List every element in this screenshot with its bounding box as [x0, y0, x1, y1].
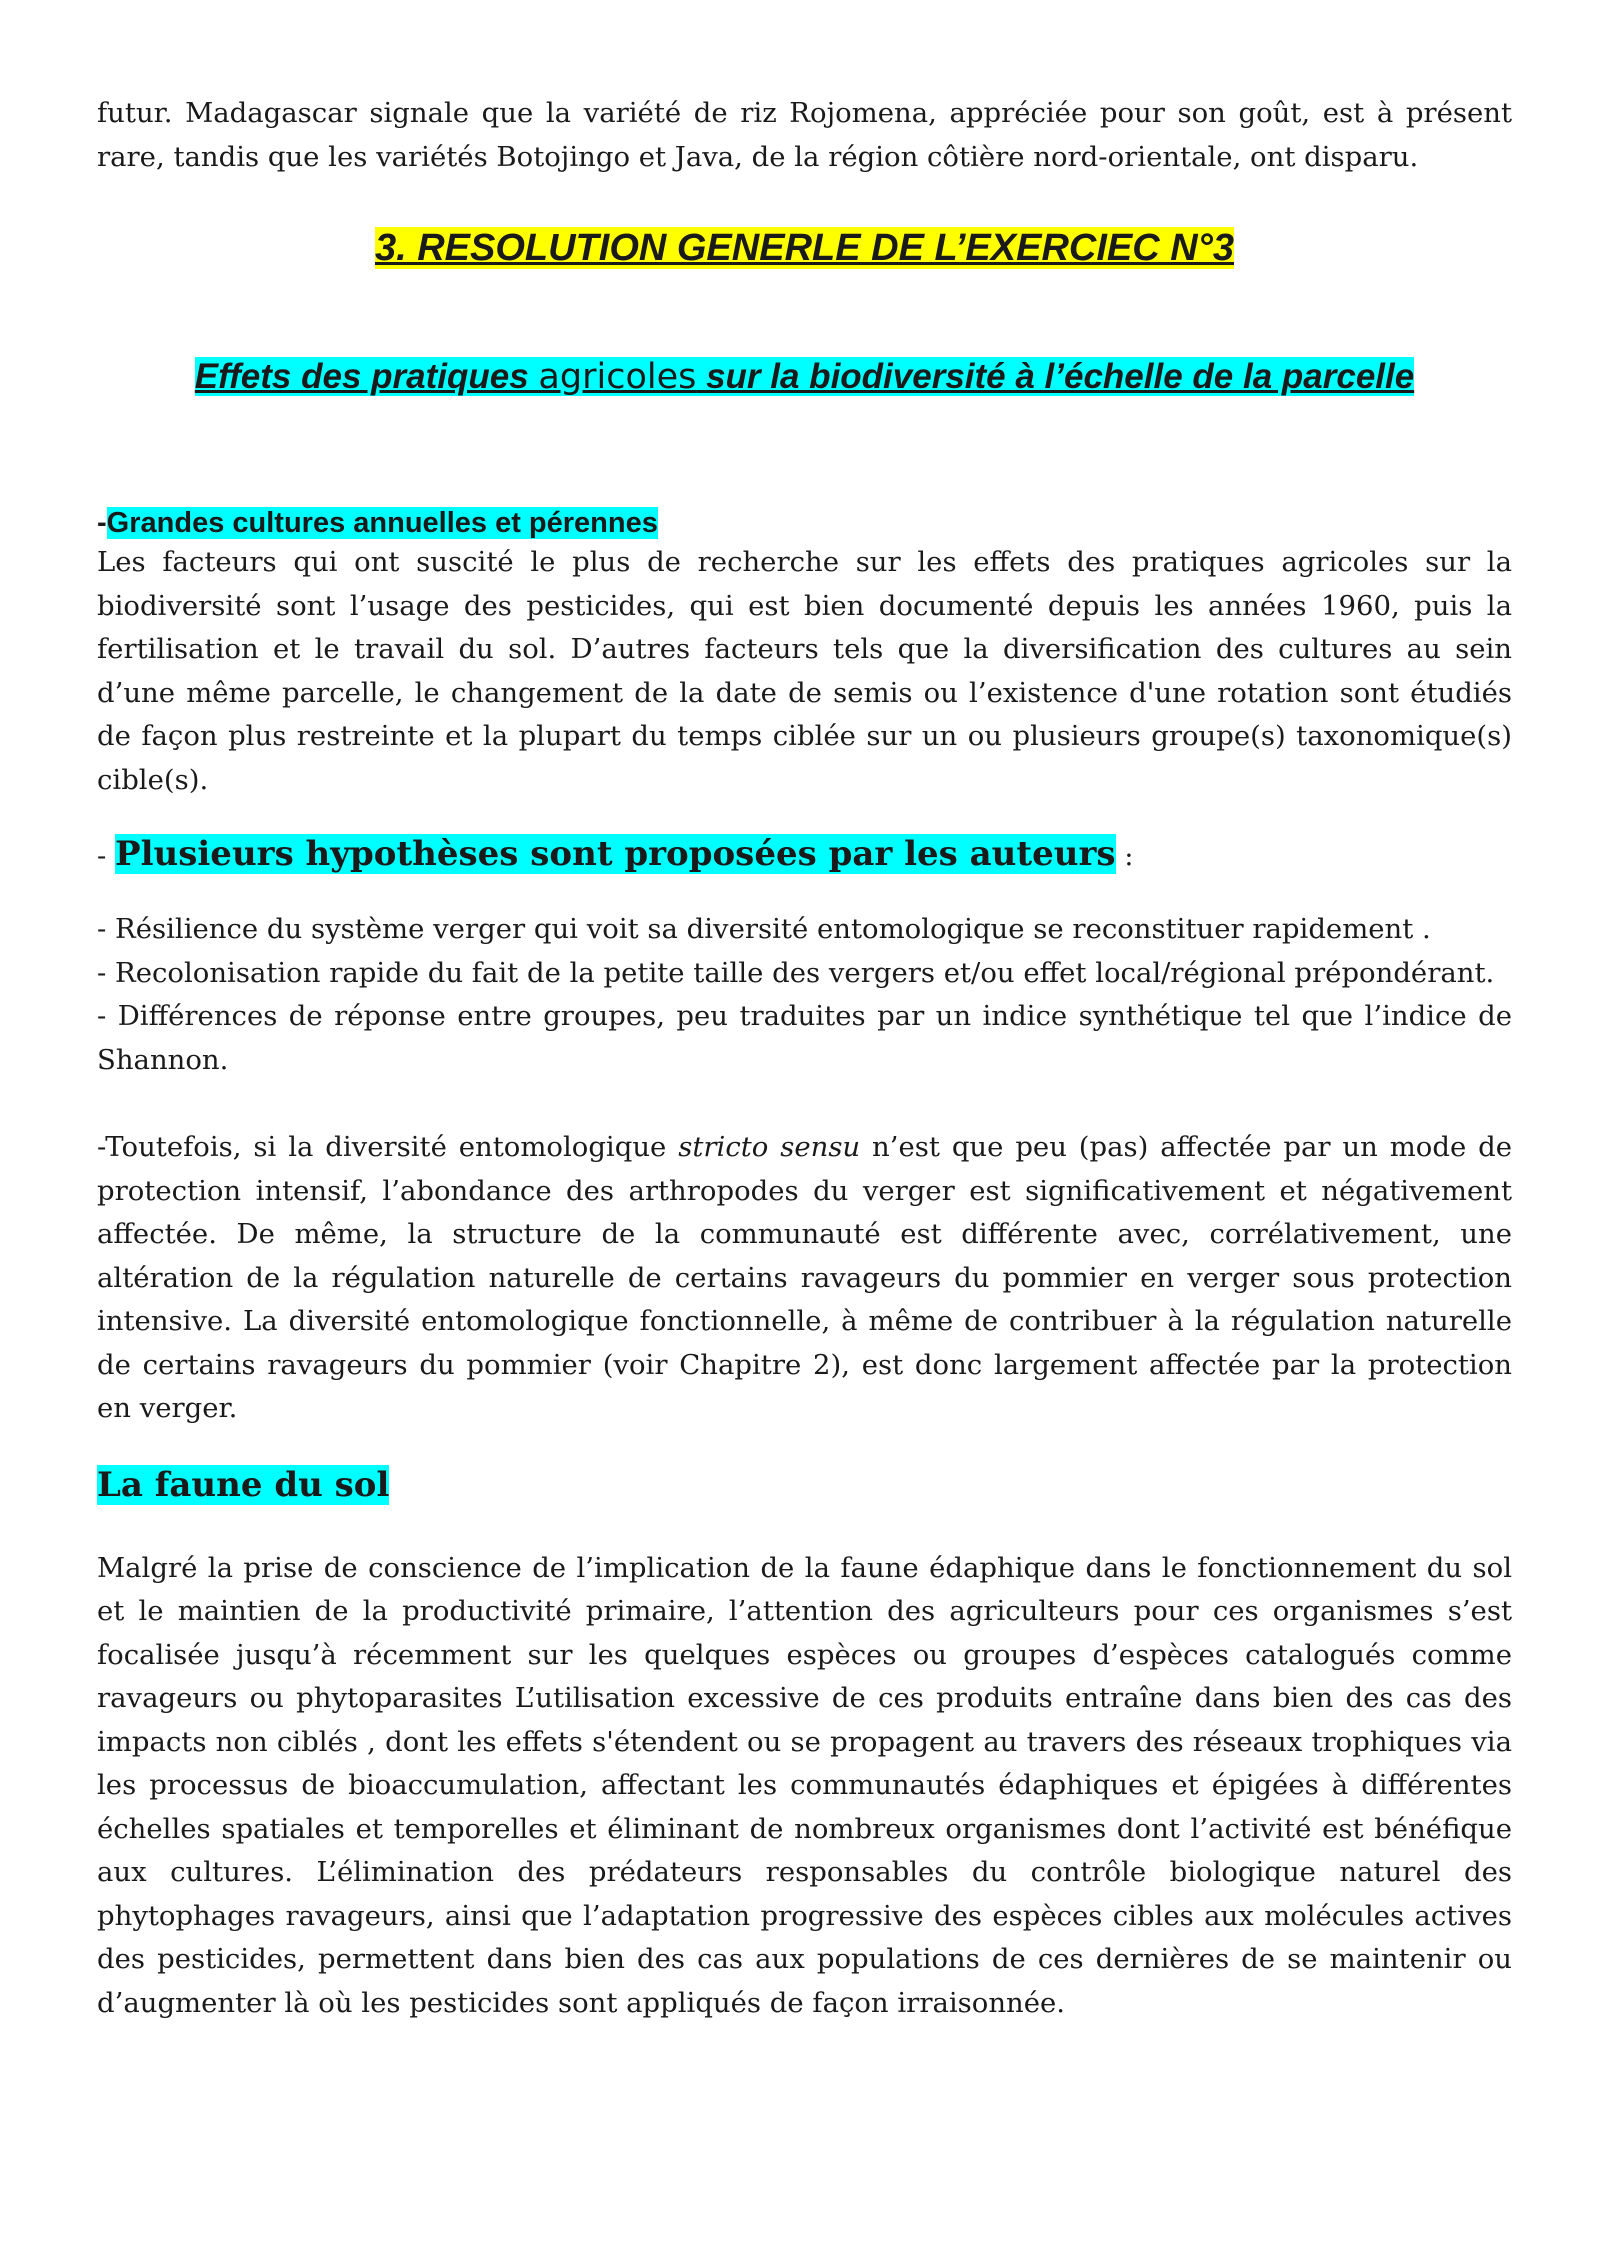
sub-heading-part1: Effets des pratiques [194, 357, 539, 396]
section3-paragraph: Malgré la prise de conscience de l’implication de la faune édaphique dans le fonctionnement du sol et le maintien de la productivité primaire, l’attention des agriculteurs pour ces organismes s’est focalisée jusqu’à récemment sur les quelques espèces ou groupes d’espèces catalogués comme ravageurs ou phytoparasites L’utilisation excessive de ces produits entraîne dans bien des cas des impacts non ciblés , dont les effets s'étendent ou se propagent au travers des réseaux trophiques via les processus de bioaccumulation, affectant les communautés édaphiques et épigées à différentes échelles spatiales et temporelles et éliminant de nombreux organismes dont l’activité est bénéfique aux cultures. L’élimination des prédateurs responsables du contrôle biologique naturel des phytophages ravageurs, ainsi que l’adaptation progressive des espèces cibles aux molécules actives des pesticides, permettent dans bien des cas aux populations de ces dernières de se maintenir ou d’augmenter là où les pesticides sont appliqués de façon irraisonnée. [97, 1551, 1512, 2019]
main-heading-text: 3. RESOLUTION GENERLE DE L’EXERCIEC N°3 [374, 227, 1235, 269]
section1-dash: - [97, 507, 107, 539]
list-item: - Différences de réponse entre groupes, peu traduites par un indice synthétique tel que l’indice de Shannon. [97, 1000, 1512, 1076]
section2-paragraph-before: -Toutefois, si la diversité entomologique [97, 1131, 679, 1163]
section1-paragraph: Les facteurs qui ont suscité le plus de recherche sur les effets des pratiques agricoles sur la biodiversité sont l’usage des pesticides, qui est bien documenté depuis les années 1960, puis la fertilisation et le travail du sol. D’autres facteurs tels que la diversification des cultures au sein d’une même parcelle, le changement de la date de semis ou l’existence d'une rotation sont étudiés de façon plus restreinte et la plupart du temps ciblée sur un ou plusieurs groupe(s) taxonomique(s) cible(s). [97, 546, 1512, 796]
document-page [97, 92, 1512, 2025]
sub-heading [97, 353, 1512, 401]
section2-dash: - [97, 840, 116, 872]
main-heading [97, 223, 1512, 273]
section2-paragraph-after: n’est que peu (pas) affectée par un mode de protection intensif, l’abondance des arthropodes du verger est significativement et négativement affectée. De même, la structure de la communauté est différente avec, corrélativement, une altération de la régulation naturelle de certains ravageurs du pommier en verger sous protection intensive. La diversité entomologique fonctionnelle, à même de contribuer à la régulation naturelle de certains ravageurs du pommier (voir Chapitre 2), est donc largement affectée par la protection en verger. [97, 1131, 1512, 1424]
section2-heading [97, 830, 1512, 880]
sub-heading-part3: sur la biodiversité à l’échelle de la parcelle [696, 357, 1415, 396]
section2-colon: : [1115, 840, 1134, 872]
hypotheses-list [97, 908, 1512, 1082]
section2-paragraph-italic: stricto sensu [678, 1131, 861, 1163]
intro-paragraph: futur. Madagascar signale que la variété de riz Rojomena, appréciée pour son goût, est à présent rare, tandis que les variétés Botojingo et Java, de la région côtière nord-orientale, ont disparu. [97, 97, 1512, 173]
section3-heading [97, 1461, 1512, 1509]
section3-title: La faune du sol [97, 1464, 390, 1505]
section1-title: Grandes cultures annuelles et pérennes [106, 507, 658, 539]
sub-heading-highlight [195, 357, 1414, 396]
section2-paragraph [97, 1126, 1512, 1431]
sub-heading-part2: agricoles [538, 357, 697, 397]
section1-heading [97, 505, 1512, 541]
section2-title: Plusieurs hypothèses sont proposées par les auteurs [115, 834, 1116, 874]
list-item: - Recolonisation rapide du fait de la petite taille des vergers et/ou effet local/régional prépondérant. [97, 956, 1495, 989]
list-item: - Résilience du système verger qui voit sa diversité entomologique se reconstituer rapidement . [97, 913, 1431, 945]
